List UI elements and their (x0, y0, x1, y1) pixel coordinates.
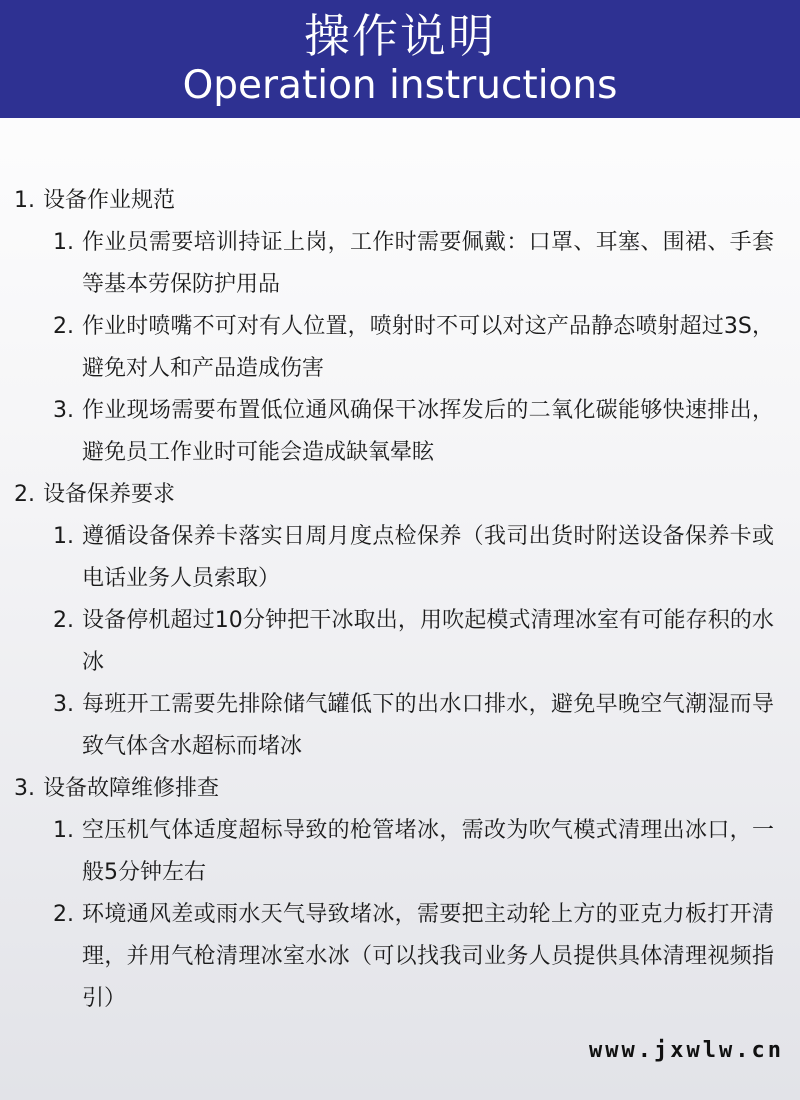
item-text: 环境通风差或雨水天气导致堵冰，需要把主动轮上方的亚克力板打开清理，并用气枪清理冰室水冰（可以找我司业务人员提供具体清理视频指引） (82, 902, 774, 1011)
section-number: 2. (14, 482, 35, 507)
page-title-english: Operation instructions (182, 63, 618, 108)
website-url: www.jxwlw.cn (589, 1038, 784, 1063)
section-title: 设备保养要求 (43, 482, 176, 507)
item-text: 作业时喷嘴不可对有人位置，喷射时不可以对这产品静态喷射超过3S，避免对人和产品造成伤害 (82, 314, 774, 381)
section-operation-standards (0, 180, 800, 474)
list-item (0, 516, 800, 600)
item-text: 作业现场需要布置低位通风确保干冰挥发后的二氧化碳能够快速排出，避免员工作业时可能会造成缺氧晕眩 (82, 398, 774, 465)
section-number: 3. (14, 776, 35, 801)
item-number: 1. (53, 524, 74, 549)
item-text: 每班开工需要先排除储气罐低下的出水口排水，避免早晚空气潮湿而导致气体含水超标而堵冰 (82, 692, 774, 759)
section-maintenance-requirements (0, 474, 800, 768)
item-number: 1. (53, 230, 74, 255)
item-number: 1. (53, 818, 74, 843)
item-number: 3. (53, 692, 74, 717)
item-number: 2. (53, 608, 74, 633)
list-item (0, 390, 800, 474)
section-title: 设备故障维修排查 (43, 776, 220, 801)
section-heading (0, 474, 800, 516)
instructions-content (0, 180, 800, 1020)
list-item (0, 222, 800, 306)
list-item (0, 894, 800, 1020)
section-title: 设备作业规范 (43, 188, 176, 213)
list-item (0, 810, 800, 894)
item-text: 作业员需要培训持证上岗，工作时需要佩戴：口罩、耳塞、围裙、手套等基本劳保防护用品 (82, 230, 774, 297)
section-number: 1. (14, 188, 35, 213)
header-banner (0, 0, 800, 118)
section-heading (0, 180, 800, 222)
item-text: 遵循设备保养卡落实日周月度点检保养（我司出货时附送设备保养卡或电话业务人员索取） (82, 524, 774, 591)
item-number: 2. (53, 902, 74, 927)
item-number: 3. (53, 398, 74, 423)
list-item (0, 600, 800, 684)
item-text: 空压机气体适度超标导致的枪管堵冰，需改为吹气模式清理出冰口，一般5分钟左右 (82, 818, 774, 885)
section-heading (0, 768, 800, 810)
section-troubleshooting (0, 768, 800, 1020)
list-item (0, 684, 800, 768)
list-item (0, 306, 800, 390)
item-number: 2. (53, 314, 74, 339)
page-title-chinese: 操作说明 (304, 9, 496, 63)
item-text: 设备停机超过10分钟把干冰取出，用吹起模式清理冰室有可能存积的水冰 (82, 608, 774, 675)
